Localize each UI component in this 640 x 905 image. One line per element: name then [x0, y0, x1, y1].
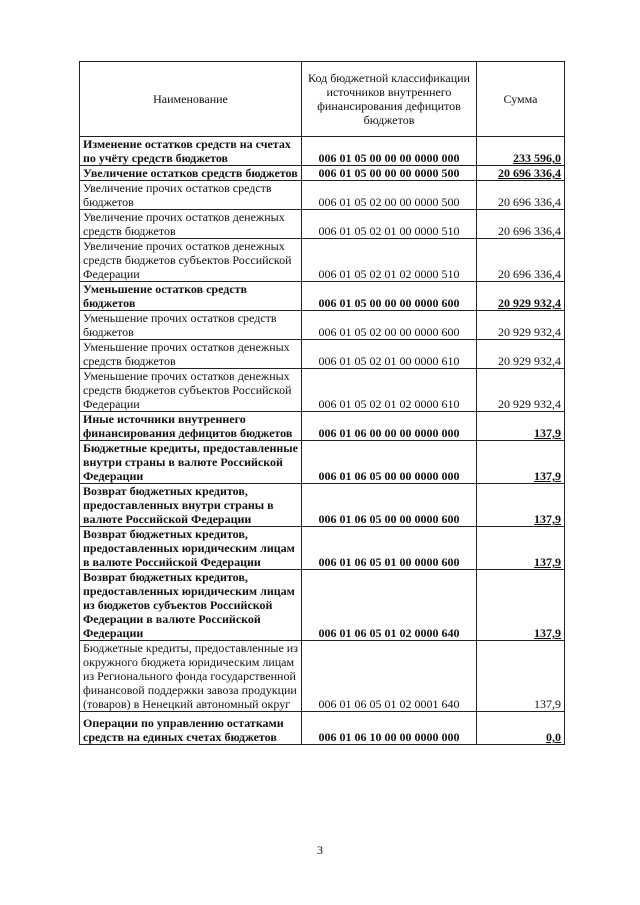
row-sum-cell: 20 929 932,4 [477, 311, 565, 340]
table-row [80, 311, 565, 340]
row-code-cell: 006 01 05 02 01 00 0000 510 [302, 210, 477, 239]
row-code-cell: 006 01 06 05 01 02 0001 640 [302, 641, 477, 712]
table-row [80, 210, 565, 239]
row-sum-cell: 0,0 [477, 712, 565, 745]
row-name-cell: Возврат бюджетных кредитов, предоставленных юридическим лицам в валюте Российской Федерации [80, 527, 302, 570]
budget-sources-table [79, 61, 565, 745]
row-name-cell: Возврат бюджетных кредитов, предоставленных юридическим лицам из бюджетов субъектов Российской Федерации в валюте Российской Федерации [80, 570, 302, 641]
row-name-cell: Уменьшение прочих остатков средств бюджетов [80, 311, 302, 340]
row-name-cell: Увеличение прочих остатков средств бюджетов [80, 181, 302, 210]
header-name: Наименование [80, 62, 302, 137]
table-row [80, 340, 565, 369]
row-sum-cell: 137,9 [477, 412, 565, 441]
row-code-cell: 006 01 06 05 01 00 0000 600 [302, 527, 477, 570]
table-row [80, 527, 565, 570]
table-row [80, 181, 565, 210]
row-name-cell: Бюджетные кредиты, предоставленные внутри страны в валюте Российской Федерации [80, 441, 302, 484]
row-code-cell: 006 01 05 02 01 02 0000 510 [302, 239, 477, 282]
row-sum-cell: 20 929 932,4 [477, 282, 565, 311]
table-row [80, 484, 565, 527]
row-name-cell: Иные источники внутреннего финансирования дефицитов бюджетов [80, 412, 302, 441]
row-code-cell: 006 01 05 00 00 00 0000 000 [302, 137, 477, 166]
table-row [80, 441, 565, 484]
row-code-cell: 006 01 06 00 00 00 0000 000 [302, 412, 477, 441]
row-code-cell: 006 01 05 00 00 00 0000 600 [302, 282, 477, 311]
row-code-cell: 006 01 05 00 00 00 0000 500 [302, 166, 477, 181]
row-code-cell: 006 01 06 10 00 00 0000 000 [302, 712, 477, 745]
row-sum-cell: 137,9 [477, 641, 565, 712]
row-sum-cell: 20 929 932,4 [477, 340, 565, 369]
row-name-cell: Увеличение прочих остатков денежных средств бюджетов субъектов Российской Федерации [80, 239, 302, 282]
table-body [80, 137, 565, 745]
row-name-cell: Возврат бюджетных кредитов, предоставленных внутри страны в валюте Российской Федерации [80, 484, 302, 527]
row-code-cell: 006 01 06 05 01 02 0000 640 [302, 570, 477, 641]
row-code-cell: 006 01 06 05 00 00 0000 000 [302, 441, 477, 484]
header-sum: Сумма [477, 62, 565, 137]
row-sum-cell: 20 696 336,4 [477, 181, 565, 210]
row-name-cell: Уменьшение прочих остатков денежных средств бюджетов субъектов Российской Федерации [80, 369, 302, 412]
table-row [80, 712, 565, 745]
table-row [80, 239, 565, 282]
row-name-cell: Изменение остатков средств на счетах по учёту средств бюджетов [80, 137, 302, 166]
row-name-cell: Уменьшение остатков средств бюджетов [80, 282, 302, 311]
row-sum-cell: 20 929 932,4 [477, 369, 565, 412]
row-sum-cell: 137,9 [477, 441, 565, 484]
row-name-cell: Увеличение прочих остатков денежных средств бюджетов [80, 210, 302, 239]
table-row [80, 166, 565, 181]
row-sum-cell: 137,9 [477, 570, 565, 641]
row-sum-cell: 137,9 [477, 484, 565, 527]
row-code-cell: 006 01 05 02 00 00 0000 600 [302, 311, 477, 340]
table-row [80, 412, 565, 441]
row-sum-cell: 233 596,0 [477, 137, 565, 166]
row-name-cell: Операции по управлению остатками средств на единых счетах бюджетов [80, 712, 302, 745]
row-code-cell: 006 01 05 02 01 00 0000 610 [302, 340, 477, 369]
row-name-cell: Уменьшение прочих остатков денежных средств бюджетов [80, 340, 302, 369]
page-number: 3 [317, 843, 323, 857]
table-header-row [80, 62, 565, 137]
table-row [80, 282, 565, 311]
row-sum-cell: 20 696 336,4 [477, 239, 565, 282]
table-row [80, 137, 565, 166]
row-name-cell: Увеличение остатков средств бюджетов [80, 166, 302, 181]
table-row [80, 570, 565, 641]
row-code-cell: 006 01 05 02 00 00 0000 500 [302, 181, 477, 210]
table-row [80, 641, 565, 712]
row-sum-cell: 20 696 336,4 [477, 210, 565, 239]
row-code-cell: 006 01 06 05 00 00 0000 600 [302, 484, 477, 527]
row-code-cell: 006 01 05 02 01 02 0000 610 [302, 369, 477, 412]
table-row [80, 369, 565, 412]
header-code: Код бюджетной классификации источников внутреннего финансирования дефицитов бюджетов [302, 62, 477, 137]
row-sum-cell: 137,9 [477, 527, 565, 570]
row-sum-cell: 20 696 336,4 [477, 166, 565, 181]
row-name-cell: Бюджетные кредиты, предоставленные из окружного бюджета юридическим лицам из Регионального фонда государственной финансовой поддержки завоза продукции (товаров) в Ненецкий автономный округ [80, 641, 302, 712]
